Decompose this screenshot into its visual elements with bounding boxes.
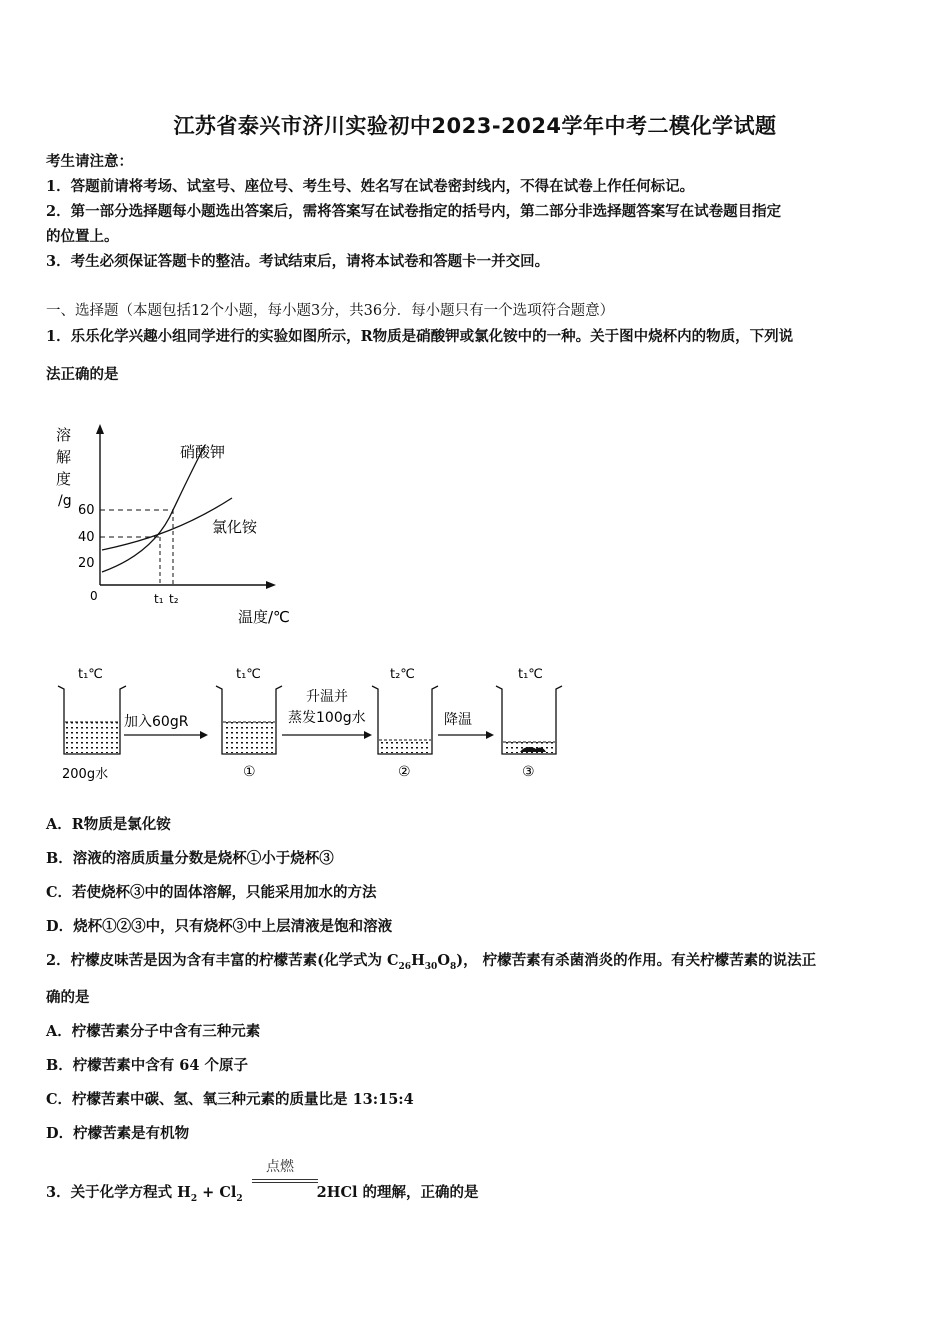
arrow-2-label-line1: 升温并 [306, 689, 348, 705]
q3-stem-suffix: 2HCl 的理解，正确的是 [316, 1184, 479, 1201]
q1-stem-line2: 法正确的是 [46, 366, 119, 383]
q2-stem-part-b: )， 柠檬苦素有杀菌消炎的作用。有关柠檬苦素的说法正 [456, 952, 817, 969]
curve-nh4cl-label: 氯化铵 [212, 518, 258, 536]
q2-stem-line2: 确的是 [46, 989, 90, 1006]
q3-stem-prefix: 3．关于化学方程式 H [46, 1184, 191, 1201]
y-tick-40: 40 [78, 530, 95, 545]
y-axis-arrow [96, 424, 104, 434]
y-label-char-2: 解 [56, 448, 72, 466]
beaker-2-temp: t₂℃ [390, 667, 415, 682]
x-axis-arrow [266, 581, 276, 589]
q3-cl-subscript: 2 [236, 1193, 243, 1204]
q3-stem [46, 1183, 916, 1209]
q3-h-subscript: 2 [190, 1193, 198, 1204]
q2-option-a: A．柠檬苦素分子中含有三种元素 [46, 1023, 261, 1040]
arrow-3-head [486, 731, 494, 739]
q1-option-d: D．烧杯①②③中，只有烧杯③中上层清液是饱和溶液 [46, 918, 393, 935]
page-title: 江苏省泰兴市济川实验初中2023-2024学年中考二模化学试题 [173, 114, 777, 138]
beaker-1-temp: t₁℃ [236, 667, 261, 682]
q2-option-d: D．柠檬苦素是有机物 [46, 1125, 190, 1142]
q1-option-c: C．若使烧杯③中的固体溶解，只能采用加水的方法 [46, 884, 377, 901]
q1-option-b: B．溶液的溶质质量分数是烧杯①小于烧杯③ [46, 850, 334, 867]
q2-stem-part-a: 2．柠檬皮味苦是因为含有丰富的柠檬苦素(化学式为 C [46, 952, 399, 969]
q3-reaction-condition: 点燃 [266, 1159, 294, 1175]
y-label-unit: /g [58, 493, 72, 509]
beaker-2-label: ② [398, 764, 411, 780]
q2-o-subscript: 8 [449, 961, 457, 972]
notice-item-3: 3．考生必须保证答题卡的整洁。考试结束后，请将本试卷和答题卡一并交回。 [46, 253, 550, 270]
arrow-2-head [364, 731, 372, 739]
beaker-1-label: ① [243, 764, 256, 780]
beaker-3-label: ③ [522, 764, 535, 780]
notice-item-2-cont: 的位置上。 [46, 228, 119, 245]
y-tick-20: 20 [78, 556, 95, 571]
section-heading: 一、选择题（本题包括12个小题，每小题3分，共36分．每小题只有一个选项符合题意） [46, 303, 615, 319]
notice-item-1: 1．答题前请将考场、试室号、座位号、考生号、姓名写在试卷密封线内，不得在试卷上作任何标记。 [46, 178, 695, 195]
q1-stem-line1: 1．乐乐化学兴趣小组同学进行的实验如图所示，R物质是硝酸钾或氯化铵中的一种。关于图中烧杯内的物质，下列说 [46, 328, 794, 345]
arrow-1-label: 加入60gR [124, 714, 189, 730]
arrow-2-label-line2: 蒸发100g水 [288, 710, 366, 726]
beaker-1-liquid [223, 722, 275, 753]
t2-label: t₂ [169, 592, 179, 606]
origin-label: 0 [90, 589, 98, 603]
q2-o-symbol: O [437, 952, 450, 969]
arrow-3-label: 降温 [444, 712, 472, 728]
beaker-3-temp: t₁℃ [518, 667, 543, 682]
q2-h-subscript: 30 [424, 961, 438, 972]
y-label-char-1: 溶 [56, 426, 72, 444]
beaker-2-liquid [379, 740, 431, 753]
q2-option-c: C．柠檬苦素中碳、氢、氧三种元素的质量比是 13:15:4 [46, 1091, 414, 1108]
notice-item-2: 2．第一部分选择题每小题选出答案后，需将答案写在试卷指定的括号内，第二部分非选择题答案写在试卷题目指定 [46, 203, 782, 220]
solubility-chart [40, 410, 320, 640]
q2-option-b: B．柠檬苦素中含有 64 个原子 [46, 1057, 249, 1074]
y-label-char-3: 度 [56, 470, 72, 488]
curve-kno3 [102, 445, 205, 572]
q2-stem-line1 [46, 951, 916, 977]
q2-c-subscript: 26 [398, 961, 412, 972]
q3-stem-mid: + Cl [197, 1184, 237, 1201]
arrow-1-head [200, 731, 208, 739]
q2-h-symbol: H [411, 952, 425, 969]
beaker-0-label: 200g水 [62, 767, 109, 782]
x-axis-label: 温度/℃ [238, 608, 290, 626]
notice-heading: 考生请注意： [46, 153, 133, 170]
beaker-0-temp: t₁℃ [78, 667, 103, 682]
beaker-0-liquid [65, 722, 119, 753]
t1-label: t₁ [154, 592, 164, 606]
curve-kno3-label: 硝酸钾 [180, 443, 226, 461]
q1-option-a: A．R物质是氯化铵 [46, 816, 171, 833]
beaker-diagram [50, 656, 570, 786]
y-tick-60: 60 [78, 503, 95, 518]
q3-equation-bar-top [252, 1179, 318, 1180]
